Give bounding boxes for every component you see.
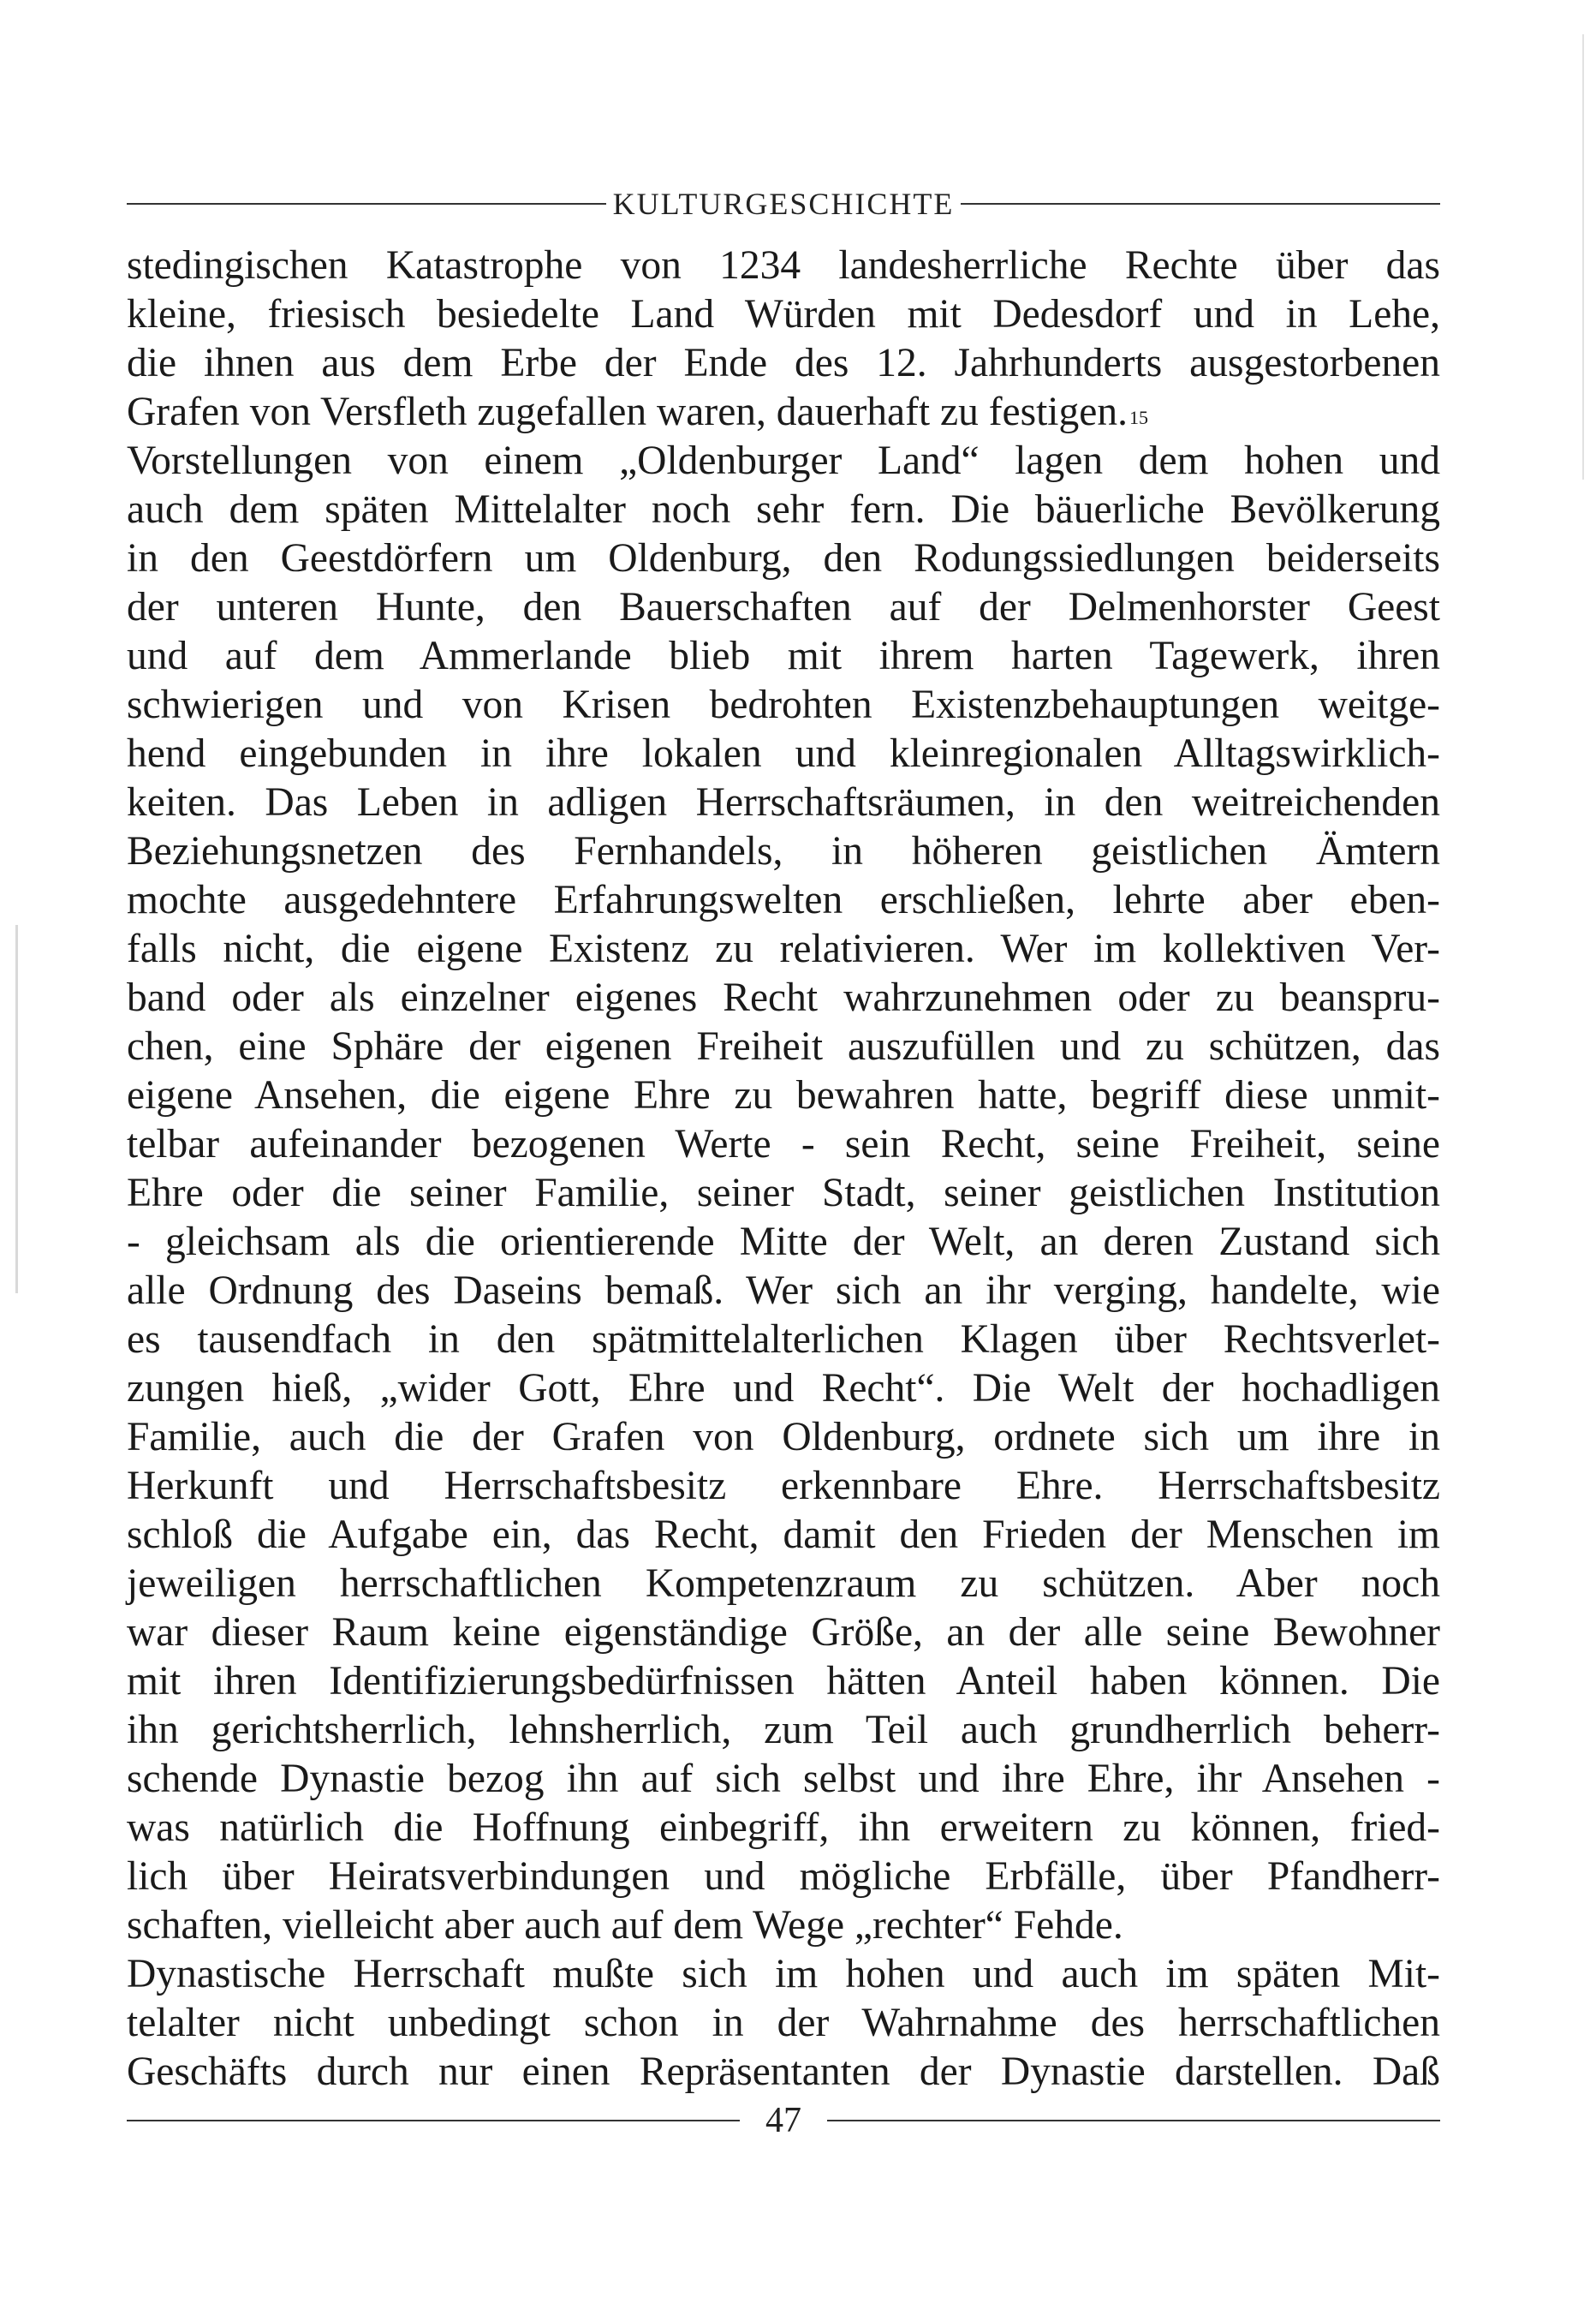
- text-line: die ihnen aus dem Erbe der Ende des 12. Jahrhunderts ausgestorbenen: [127, 341, 1440, 385]
- scan-edge-mark: [1582, 34, 1584, 480]
- text-line: Vorstellungen von einem „Oldenburger Land“ lagen dem hohen und: [127, 439, 1440, 483]
- scan-edge-mark: [15, 925, 18, 1293]
- text-line: Geschäfts durch nur einen Repräsentanten der Dynastie darstellen. Daß: [127, 2049, 1440, 2094]
- text-line: - gleichsam als die orientierende Mitte der Welt, an deren Zustand sich: [127, 1220, 1440, 1264]
- text-line: der unteren Hunte, den Bauerschaften auf der Delmenhorster Geest: [127, 585, 1440, 629]
- text-line: Herkunft und Herrschaftsbesitz erkennbare Ehre. Herrschaftsbesitz: [127, 1464, 1440, 1508]
- text-line: eigene Ansehen, die eigene Ehre zu bewahren hatte, begriff diese unmit-: [127, 1073, 1440, 1118]
- text-line: alle Ordnung des Daseins bemaß. Wer sich an ihr verging, handelte, wie: [127, 1268, 1440, 1313]
- text-line: es tausendfach in den spätmittelalterlichen Klagen über Rechtsverlet-: [127, 1317, 1440, 1362]
- text-line-content: Grafen von Versfleth zugefallen waren, dauerhaft zu festigen.: [127, 390, 1128, 434]
- paragraph: [127, 437, 1440, 1950]
- text-line: mochte ausgedehntere Erfahrungswelten erschließen, lehrte aber eben-: [127, 878, 1440, 922]
- text-line: lich über Heiratsverbindungen und mögliche Erbfälle, über Pfandherr-: [127, 1854, 1440, 1899]
- running-head-rule-left: [127, 203, 606, 205]
- text-line: telalter nicht unbedingt schon in der Wahrnahme des herrschaftlichen: [127, 2001, 1440, 2045]
- text-line: band oder als einzelner eigenes Recht wahrzunehmen oder zu beanspru-: [127, 976, 1440, 1020]
- text-line: [127, 1901, 1440, 1950]
- text-line: kleine, friesisch besiedelte Land Würden mit Dedesdorf und in Lehe,: [127, 292, 1440, 337]
- text-line: Ehre oder die seiner Familie, seiner Stadt, seiner geistlichen Institution: [127, 1171, 1440, 1215]
- text-line: Dynastische Herrschaft mußte sich im hohen und auch im späten Mit-: [127, 1952, 1440, 1996]
- text-line: Familie, auch die der Grafen von Oldenburg, ordnete sich um ihre in: [127, 1415, 1440, 1459]
- footnote-reference[interactable]: 15: [1129, 407, 1148, 428]
- text-line: falls nicht, die eigene Existenz zu relativieren. Wer im kollektiven Ver-: [127, 927, 1440, 971]
- running-head-title: KULTURGESCHICHTE: [612, 187, 955, 221]
- paragraph: [127, 242, 1440, 437]
- text-line: und auf dem Ammerlande blieb mit ihrem harten Tagewerk, ihren: [127, 634, 1440, 678]
- paragraph: [127, 1950, 1440, 2097]
- text-line: hend eingebunden in ihre lokalen und kleinregionalen Alltagswirklich-: [127, 731, 1440, 776]
- footer-rule-left: [127, 2120, 740, 2121]
- text-line: auch dem späten Mittelalter noch sehr fern. Die bäuerliche Bevölkerung: [127, 487, 1440, 532]
- text-line: keiten. Das Leben in adligen Herrschaftsräumen, in den weitreichenden: [127, 780, 1440, 825]
- body-text: [127, 242, 1440, 2097]
- text-line: [127, 388, 1440, 437]
- text-line: ihn gerichtsherrlich, lehnsherrlich, zum Teil auch grundherrlich beherr-: [127, 1708, 1440, 1752]
- text-line-content: schaften, vielleicht aber auch auf dem Wege „rechter“ Fehde.: [127, 1903, 1123, 1948]
- text-line: was natürlich die Hoffnung einbegriff, ihn erweitern zu können, fried-: [127, 1805, 1440, 1850]
- page-number: 47: [765, 2101, 801, 2140]
- running-head-rule-right: [961, 203, 1440, 205]
- text-line: schloß die Aufgabe ein, das Recht, damit den Frieden der Menschen im: [127, 1512, 1440, 1557]
- text-line: stedingischen Katastrophe von 1234 landesherrliche Rechte über das: [127, 243, 1440, 288]
- text-line: schwierigen und von Krisen bedrohten Existenzbehauptungen weitge-: [127, 683, 1440, 727]
- footer-rule-right: [827, 2120, 1440, 2121]
- text-line: mit ihren Identifizierungsbedürfnissen hätten Anteil haben können. Die: [127, 1659, 1440, 1703]
- text-line: chen, eine Sphäre der eigenen Freiheit auszufüllen und zu schützen, das: [127, 1024, 1440, 1069]
- text-line: Beziehungsnetzen des Fernhandels, in höheren geistlichen Ämtern: [127, 829, 1440, 874]
- text-line: telbar aufeinander bezogenen Werte - sein Recht, seine Freiheit, seine: [127, 1122, 1440, 1166]
- text-line: zungen hieß, „wider Gott, Ehre und Recht“. Die Welt der hochadligen: [127, 1366, 1440, 1411]
- text-line: in den Geestdörfern um Oldenburg, den Rodungssiedlungen beiderseits: [127, 536, 1440, 581]
- text-line: jeweiligen herrschaftlichen Kompetenzraum zu schützen. Aber noch: [127, 1561, 1440, 1606]
- text-line: schende Dynastie bezog ihn auf sich selbst und ihre Ehre, ihr Ansehen -: [127, 1757, 1440, 1801]
- running-head: [127, 182, 1440, 226]
- text-line: war dieser Raum keine eigenständige Größe, an der alle seine Bewohner: [127, 1610, 1440, 1655]
- page-footer: [127, 2097, 1440, 2145]
